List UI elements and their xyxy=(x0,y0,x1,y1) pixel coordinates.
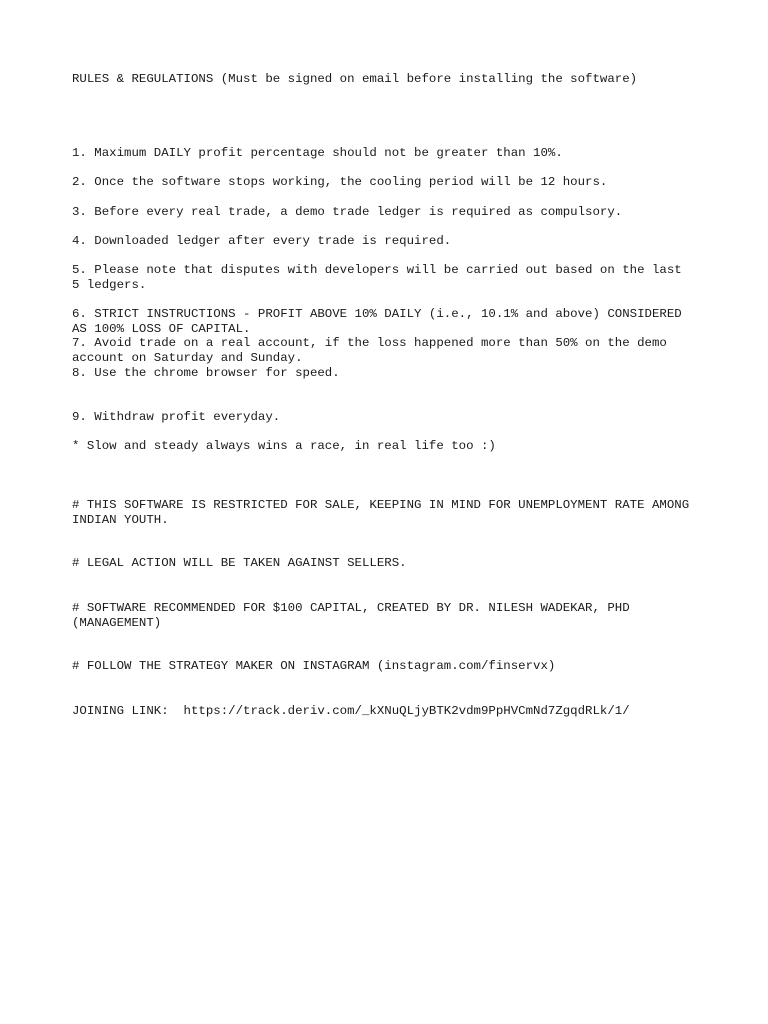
rule-item-9: 9. Withdraw profit everyday. xyxy=(72,410,281,424)
rule-item-3: 3. Before every real trade, a demo trade ledger is required as compulsory. xyxy=(72,205,623,219)
notice-instagram: # FOLLOW THE STRATEGY MAKER ON INSTAGRAM (instagram.com/finservx) xyxy=(72,659,556,673)
rule-item-1: 1. Maximum DAILY profit percentage should not be greater than 10%. xyxy=(72,146,563,160)
rule-item-2: 2. Once the software stops working, the cooling period will be 12 hours. xyxy=(72,175,608,189)
rule-item-7: 7. Avoid trade on a real account, if the loss happened more than 50% on the demo account on Saturday and Sunday. xyxy=(72,336,667,365)
document-title: RULES & REGULATIONS (Must be signed on email before installing the software) xyxy=(72,72,638,86)
notice-recommended-capital: # SOFTWARE RECOMMENDED FOR $100 CAPITAL, CREATED BY DR. NILESH WADEKAR, PHD (MANAGEMENT) xyxy=(72,601,630,630)
notice-sale-restriction: # THIS SOFTWARE IS RESTRICTED FOR SALE, KEEPING IN MIND FOR UNEMPLOYMENT RATE AMONG INDIAN YOUTH. xyxy=(72,498,690,527)
rule-item-5: 5. Please note that disputes with developers will be carried out based on the last 5 ledgers. xyxy=(72,263,682,292)
rule-item-4: 4. Downloaded ledger after every trade is required. xyxy=(72,234,452,248)
rule-item-8: 8. Use the chrome browser for speed. xyxy=(72,366,340,380)
motto-line: * Slow and steady always wins a race, in real life too :) xyxy=(72,439,496,453)
notice-legal-action: # LEGAL ACTION WILL BE TAKEN AGAINST SELLERS. xyxy=(72,556,407,570)
rule-item-6: 6. STRICT INSTRUCTIONS - PROFIT ABOVE 10% DAILY (i.e., 10.1% and above) CONSIDERED AS 100% LOSS OF CAPITAL. xyxy=(72,307,682,336)
joining-link: JOINING LINK: https://track.deriv.com/_kXNuQLjyBTK2vdm9PpHVCmNd7ZgqdRLk/1/ xyxy=(72,704,630,718)
